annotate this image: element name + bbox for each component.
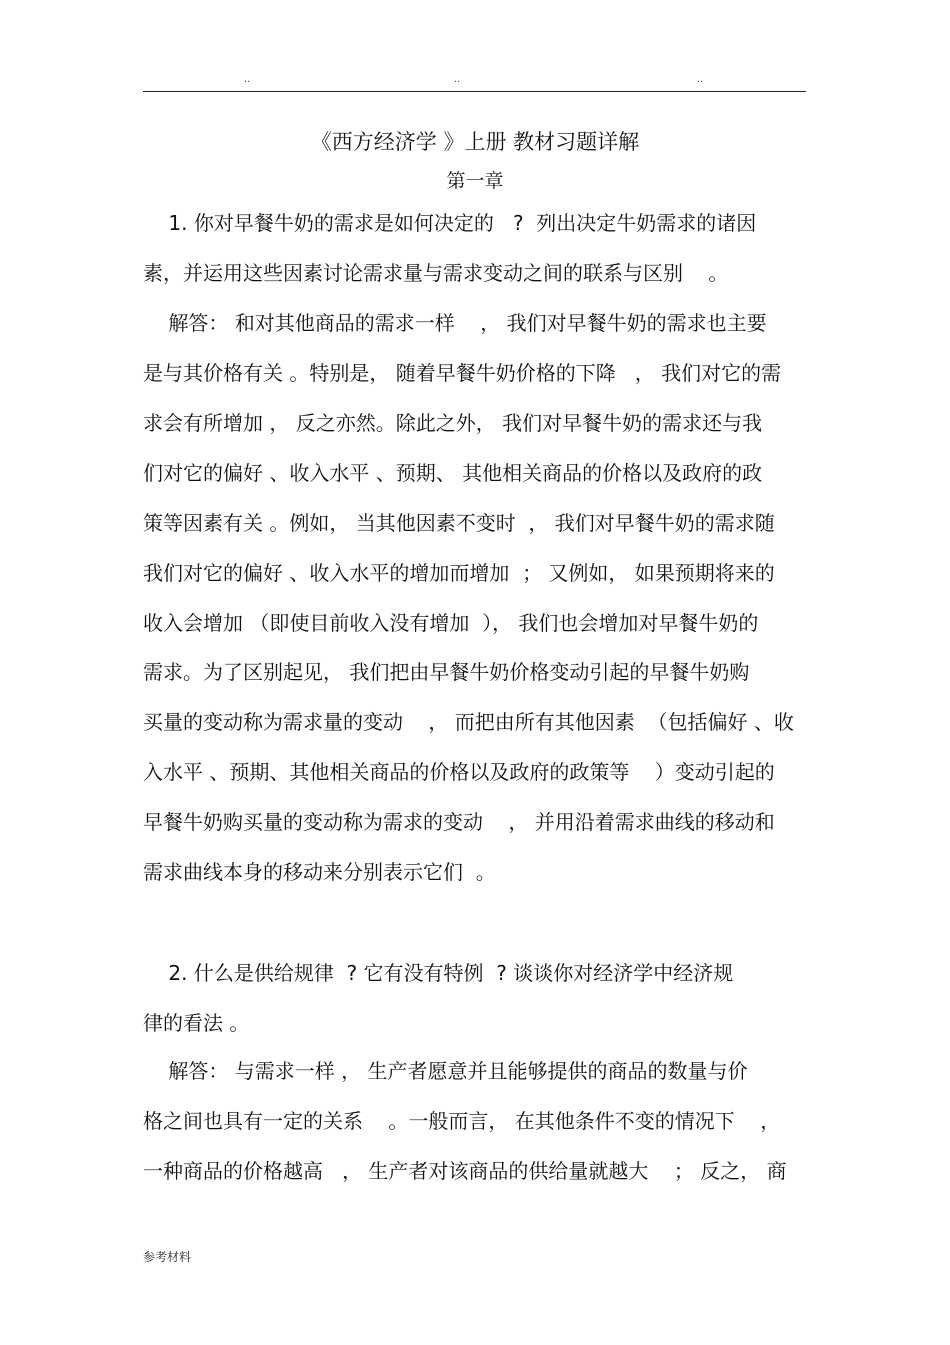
body-line: 入水平 、预期、其他相关商品的价格以及政府的政策等 ）变动引起的 (143, 760, 775, 784)
chapter-heading: 第一章 (446, 170, 504, 192)
body-line: 需求曲线本身的移动来分别表示它们 。 (143, 860, 496, 884)
page-footer-note: 参考材料 (143, 1250, 192, 1264)
body-line: 收入会增加 （即使目前收入没有增加 ）， 我们也会增加对早餐牛奶的 (143, 611, 759, 635)
body-line: 是与其价格有关 。特别是， 随着早餐牛奶价格的下降 ， 我们对它的需 (143, 361, 782, 385)
body-line: 买量的变动称为需求量的变动 ， 而把由所有其他因素 （包括偏好 、收 (143, 710, 794, 734)
body-line: 素，并运用这些因素讨论需求量与需求变动之间的联系与区别 。 (143, 261, 729, 285)
body-line: 律的看法 。 (143, 1011, 250, 1035)
page-header-marks (0, 74, 950, 86)
body-line: 策等因素有关 。例如， 当其他因素不变时 ， 我们对早餐牛奶的需求随 (143, 511, 775, 535)
body-line: 求会有所增加 ， 反之亦然。除此之外， 我们对早餐牛奶的需求还与我 (143, 411, 763, 435)
body-line: 早餐牛奶购买量的变动称为需求的变动 ， 并用沿着需求曲线的移动和 (143, 810, 775, 834)
body-line: 我们对它的偏好 、收入水平的增加而增加 ； 又例如， 如果预期将来的 (143, 561, 775, 585)
body-line: 解答： 和对其他商品的需求一样 ， 我们对早餐牛奶的需求也主要 (143, 311, 767, 335)
header-mark-right: .. (697, 74, 704, 85)
body-line: 一种商品的价格越高 ， 生产者对该商品的供给量就越大 ； 反之， 商 (143, 1159, 787, 1183)
header-mark-center: .. (454, 74, 461, 85)
body-line: 解答： 与需求一样 ， 生产者愿意并且能够提供的商品的数量与价 (143, 1059, 748, 1083)
body-line: 们对它的偏好 、收入水平 、预期、 其他相关商品的价格以及政府的政 (143, 461, 763, 485)
body-line: 需求。为了区别起见， 我们把由早餐牛奶价格变动引起的早餐牛奶购 (143, 660, 750, 684)
body-line: 格之间也具有一定的关系 。一般而言， 在其他条件不变的情况下 ， (143, 1109, 781, 1133)
header-divider (143, 91, 806, 92)
body-line: 2. 什么是供给规律 ? 它有没有特例 ? 谈谈你对经济学中经济规 (143, 961, 734, 985)
header-mark-left: .. (244, 74, 251, 85)
document-title: 《西方经济学 》上册 教材习题详解 (310, 130, 640, 154)
body-line: 1. 你对早餐牛奶的需求是如何决定的 ? 列出决定牛奶需求的诸因 (143, 211, 757, 235)
